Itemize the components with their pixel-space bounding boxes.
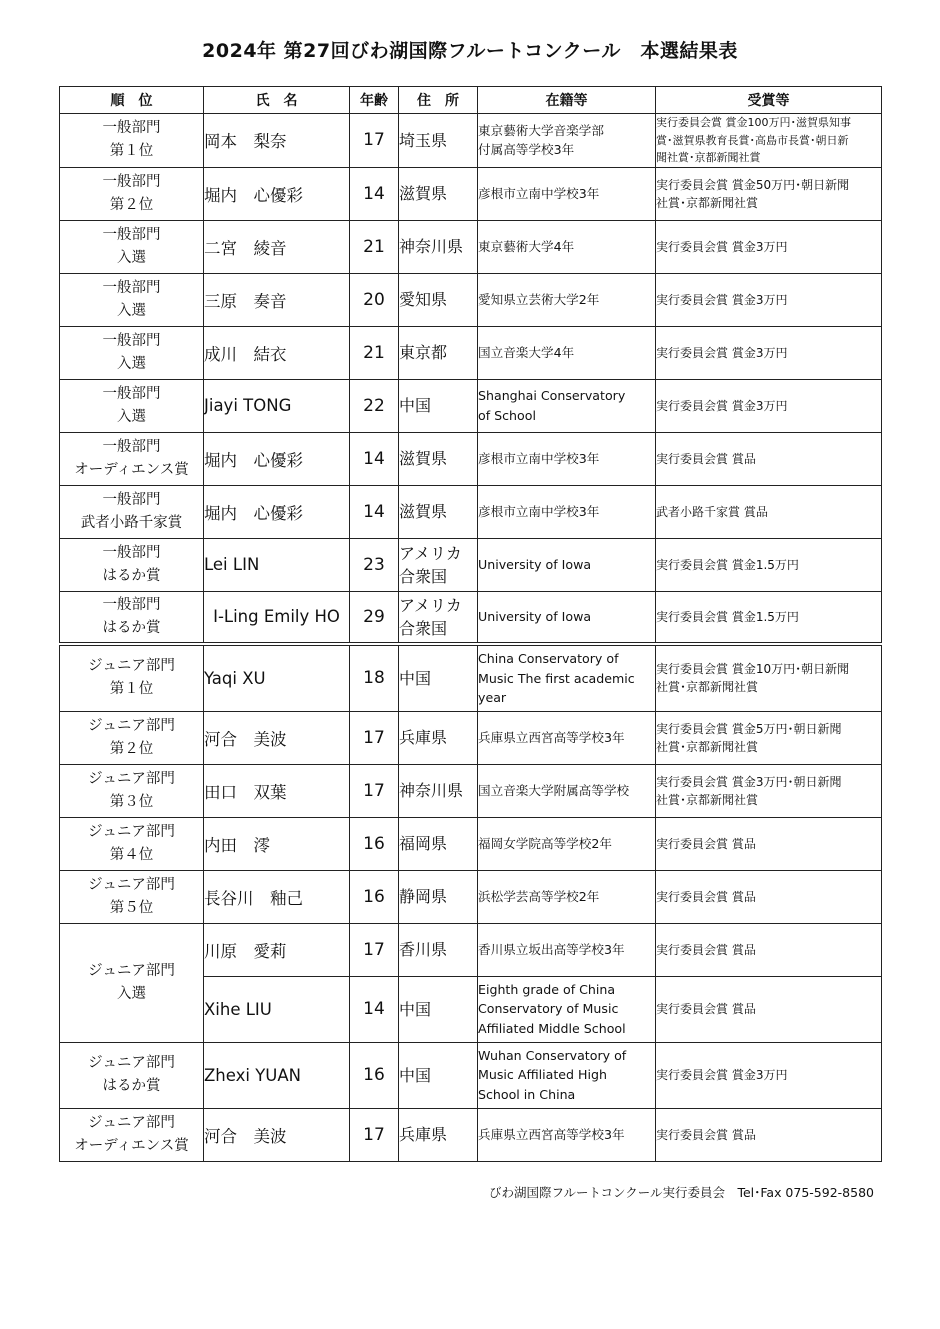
school-line: University of Iowa bbox=[478, 609, 592, 624]
pref-line: 神奈川県 bbox=[399, 237, 464, 256]
table-row bbox=[60, 485, 882, 538]
rank-place: 入選 bbox=[117, 302, 146, 319]
rank-cell bbox=[60, 432, 204, 485]
school-cell bbox=[478, 870, 656, 923]
pref-cell bbox=[399, 538, 478, 591]
award-cell bbox=[656, 220, 882, 273]
rank-cell bbox=[60, 485, 204, 538]
pref-cell bbox=[399, 326, 478, 379]
school-line: 国立音楽大学附属高等学校 bbox=[478, 782, 630, 798]
footer-contact: びわ湖国際フルートコンクール実行委員会 Tel･Fax 075-592-8580 bbox=[488, 1185, 874, 1200]
rank-cell bbox=[60, 538, 204, 591]
name-cell: Zhexi YUAN bbox=[204, 1042, 350, 1108]
award-cell bbox=[656, 273, 882, 326]
table-header-row bbox=[60, 87, 882, 114]
pref-line: 中国 bbox=[399, 999, 432, 1019]
rank-place: はるか賞 bbox=[102, 567, 161, 584]
rank-place: 第３位 bbox=[109, 793, 154, 810]
award-cell bbox=[656, 379, 882, 432]
pref-cell bbox=[399, 644, 478, 711]
age-cell: 17 bbox=[350, 923, 399, 976]
pref-line: アメリカ bbox=[399, 543, 462, 563]
name-cell: 河合 美波 bbox=[204, 1108, 350, 1161]
rank-place: 武者小路千家賞 bbox=[80, 514, 183, 531]
name-cell: 川原 愛莉 bbox=[204, 923, 350, 976]
rank-place: 第４位 bbox=[109, 846, 154, 863]
award-line: 実行委員会賞 賞金1.5万円 bbox=[656, 609, 799, 624]
rank-division: 一般部門 bbox=[102, 491, 161, 508]
rank-division: ジュニア部門 bbox=[88, 823, 175, 840]
school-cell bbox=[478, 379, 656, 432]
pref-line: 埼玉県 bbox=[399, 130, 448, 150]
award-line: 実行委員会賞 賞金3万円 bbox=[656, 345, 788, 360]
pref-cell bbox=[399, 976, 478, 1042]
name-cell: 堀内 心優彩 bbox=[204, 485, 350, 538]
age-cell: 16 bbox=[350, 817, 399, 870]
age-cell: 17 bbox=[350, 114, 399, 168]
award-cell bbox=[656, 485, 882, 538]
school-line: 愛知県立芸術大学2年 bbox=[478, 291, 600, 307]
rank-cell bbox=[60, 114, 204, 168]
award-cell bbox=[656, 1108, 882, 1161]
award-cell bbox=[656, 167, 882, 220]
header-school: 在籍等 bbox=[478, 87, 656, 114]
school-line: 香川県立坂出高等学校3年 bbox=[478, 941, 625, 957]
pref-line: 香川県 bbox=[399, 940, 448, 959]
pref-line: 愛知県 bbox=[399, 290, 448, 309]
award-line: 実行委員会賞 賞品 bbox=[656, 836, 756, 851]
school-line: 付属高等学校3年 bbox=[478, 142, 575, 158]
rank-division: 一般部門 bbox=[102, 438, 161, 455]
award-line: 実行委員会賞 賞品 bbox=[656, 1127, 756, 1142]
age-cell: 14 bbox=[350, 485, 399, 538]
award-cell bbox=[656, 644, 882, 711]
rank-division: 一般部門 bbox=[102, 120, 161, 137]
table-row bbox=[60, 923, 882, 976]
name-cell: 河合 美波 bbox=[204, 711, 350, 764]
rank-division: 一般部門 bbox=[102, 544, 161, 561]
school-line: China Conservatory of bbox=[478, 651, 619, 666]
results-table bbox=[59, 86, 882, 1162]
name-cell: I-Ling Emily HO bbox=[204, 591, 350, 644]
pref-line: 兵庫県 bbox=[399, 1125, 448, 1144]
award-cell bbox=[656, 764, 882, 817]
school-line: Shanghai Conservatory bbox=[478, 388, 626, 403]
pref-line: 合衆国 bbox=[399, 566, 448, 586]
award-line: 実行委員会賞 賞品 bbox=[656, 889, 756, 904]
school-cell bbox=[478, 114, 656, 168]
school-line: Wuhan Conservatory of bbox=[478, 1047, 627, 1063]
pref-cell bbox=[399, 711, 478, 764]
name-cell: Lei LIN bbox=[204, 538, 350, 591]
pref-line: 兵庫県 bbox=[399, 728, 448, 747]
school-cell bbox=[478, 976, 656, 1042]
pref-cell bbox=[399, 220, 478, 273]
rank-division: 一般部門 bbox=[102, 226, 161, 243]
award-line: 社賞･京都新聞社賞 bbox=[656, 195, 759, 210]
school-line: University of Iowa bbox=[478, 556, 592, 572]
school-line: 東京藝術大学音楽学部 bbox=[478, 122, 604, 138]
school-cell bbox=[478, 432, 656, 485]
rank-division: ジュニア部門 bbox=[88, 1114, 175, 1131]
school-cell bbox=[478, 273, 656, 326]
award-line: 賞･滋賀県教育長賞･高島市長賞･朝日新 bbox=[656, 133, 849, 147]
rank-cell bbox=[60, 273, 204, 326]
school-line: 東京藝術大学4年 bbox=[478, 238, 575, 254]
school-cell bbox=[478, 817, 656, 870]
age-cell: 20 bbox=[350, 273, 399, 326]
school-cell bbox=[478, 591, 656, 644]
rank-cell bbox=[60, 923, 204, 1042]
rank-cell bbox=[60, 326, 204, 379]
school-line: Affiliated Middle School bbox=[478, 1020, 626, 1036]
pref-line: 滋賀県 bbox=[399, 449, 448, 468]
award-line: 武者小路千家賞 賞品 bbox=[656, 504, 768, 519]
rank-place: 入選 bbox=[117, 249, 146, 266]
award-line: 実行委員会賞 賞金1.5万円 bbox=[656, 557, 799, 572]
table-row bbox=[60, 711, 882, 764]
award-cell bbox=[656, 538, 882, 591]
rank-division: 一般部門 bbox=[102, 385, 161, 402]
award-line: 実行委員会賞 賞金5万円･朝日新聞 bbox=[656, 721, 842, 736]
school-line: School in China bbox=[478, 1086, 576, 1102]
school-line: 国立音楽大学4年 bbox=[478, 344, 575, 360]
rank-division: ジュニア部門 bbox=[88, 658, 175, 675]
table-row bbox=[60, 432, 882, 485]
age-cell: 17 bbox=[350, 711, 399, 764]
pref-cell bbox=[399, 167, 478, 220]
award-line: 実行委員会賞 賞金10万円･朝日新聞 bbox=[656, 662, 850, 677]
award-line: 社賞･京都新聞社賞 bbox=[656, 680, 759, 695]
pref-line: 福岡県 bbox=[399, 834, 448, 853]
pref-cell bbox=[399, 923, 478, 976]
school-line: 浜松学芸高等学校2年 bbox=[478, 888, 600, 904]
pref-cell bbox=[399, 485, 478, 538]
pref-cell bbox=[399, 591, 478, 644]
rank-place: 第１位 bbox=[109, 681, 154, 698]
age-cell: 16 bbox=[350, 870, 399, 923]
school-line: of School bbox=[478, 407, 536, 423]
age-cell: 23 bbox=[350, 538, 399, 591]
award-line: 実行委員会賞 賞金3万円 bbox=[656, 239, 788, 254]
name-cell: Yaqi XU bbox=[204, 644, 350, 711]
pref-cell bbox=[399, 273, 478, 326]
rank-cell bbox=[60, 764, 204, 817]
table-row bbox=[60, 591, 882, 644]
table-row bbox=[60, 764, 882, 817]
rank-place: 第２位 bbox=[109, 196, 154, 213]
rank-place: オーディエンス賞 bbox=[74, 461, 189, 478]
award-cell bbox=[656, 711, 882, 764]
pref-cell bbox=[399, 870, 478, 923]
award-line: 実行委員会賞 賞金3万円 bbox=[656, 292, 788, 307]
name-cell: 長谷川 釉己 bbox=[204, 870, 350, 923]
pref-line: 中国 bbox=[399, 668, 432, 688]
award-line: 実行委員会賞 賞金100万円･滋賀県知事 bbox=[656, 116, 851, 129]
pref-line: 滋賀県 bbox=[399, 502, 448, 521]
pref-cell bbox=[399, 379, 478, 432]
school-line: 彦根市立南中学校3年 bbox=[478, 503, 600, 519]
rank-cell bbox=[60, 1108, 204, 1161]
school-line: Music The first academic bbox=[478, 670, 635, 686]
rank-place: 第２位 bbox=[109, 740, 154, 757]
header-age: 年齢 bbox=[350, 87, 399, 114]
rank-place: 入選 bbox=[117, 408, 146, 425]
table-row bbox=[60, 538, 882, 591]
rank-place: 第５位 bbox=[109, 899, 154, 916]
rank-cell bbox=[60, 1042, 204, 1108]
age-cell: 21 bbox=[350, 326, 399, 379]
school-line: 兵庫県立西宮高等学校3年 bbox=[478, 1126, 625, 1142]
name-cell: 三原 奏音 bbox=[204, 273, 350, 326]
school-cell bbox=[478, 326, 656, 379]
table-row bbox=[60, 644, 882, 711]
school-line: Conservatory of Music bbox=[478, 1001, 619, 1017]
rank-cell bbox=[60, 870, 204, 923]
age-cell: 21 bbox=[350, 220, 399, 273]
pref-cell bbox=[399, 1108, 478, 1161]
age-cell: 14 bbox=[350, 976, 399, 1042]
award-cell bbox=[656, 870, 882, 923]
table-row bbox=[60, 870, 882, 923]
rank-cell bbox=[60, 379, 204, 432]
award-cell bbox=[656, 591, 882, 644]
award-line: 実行委員会賞 賞金3万円･朝日新聞 bbox=[656, 774, 842, 789]
pref-line: アメリカ bbox=[399, 595, 462, 615]
name-cell: Jiayi TONG bbox=[204, 379, 350, 432]
rank-place: 第１位 bbox=[109, 143, 154, 160]
award-cell bbox=[656, 923, 882, 976]
school-cell bbox=[478, 1042, 656, 1108]
award-line: 実行委員会賞 賞品 bbox=[656, 1002, 756, 1016]
school-cell bbox=[478, 167, 656, 220]
rank-place: オーディエンス賞 bbox=[74, 1137, 189, 1154]
school-line: 兵庫県立西宮高等学校3年 bbox=[478, 729, 625, 745]
rank-division: 一般部門 bbox=[102, 279, 161, 296]
rank-place: 入選 bbox=[117, 985, 146, 1002]
award-line: 実行委員会賞 賞品 bbox=[656, 942, 756, 957]
award-line: 聞社賞･京都新聞社賞 bbox=[656, 151, 761, 164]
rank-place: 入選 bbox=[117, 355, 146, 372]
school-cell bbox=[478, 485, 656, 538]
school-cell bbox=[478, 220, 656, 273]
name-cell: Xihe LIU bbox=[204, 976, 350, 1042]
name-cell: 内田 澪 bbox=[204, 817, 350, 870]
table-row bbox=[60, 817, 882, 870]
school-line: Eighth grade of China bbox=[478, 981, 616, 997]
rank-cell bbox=[60, 644, 204, 711]
rank-division: ジュニア部門 bbox=[88, 962, 175, 979]
header-name: 氏 名 bbox=[204, 87, 350, 114]
school-line: 福岡女学院高等学校2年 bbox=[478, 835, 612, 851]
school-cell bbox=[478, 711, 656, 764]
age-cell: 16 bbox=[350, 1042, 399, 1108]
award-cell bbox=[656, 114, 882, 168]
school-line: 彦根市立南中学校3年 bbox=[478, 185, 600, 201]
pref-cell bbox=[399, 432, 478, 485]
pref-line: 合衆国 bbox=[399, 618, 448, 638]
rank-cell bbox=[60, 220, 204, 273]
school-cell bbox=[478, 764, 656, 817]
school-cell bbox=[478, 1108, 656, 1161]
name-cell: 堀内 心優彩 bbox=[204, 432, 350, 485]
rank-division: ジュニア部門 bbox=[88, 717, 175, 734]
pref-cell bbox=[399, 114, 478, 168]
pref-cell bbox=[399, 764, 478, 817]
age-cell: 18 bbox=[350, 644, 399, 711]
pref-line: 中国 bbox=[399, 396, 432, 415]
pref-line: 神奈川県 bbox=[399, 781, 464, 800]
pref-line: 東京都 bbox=[399, 343, 448, 362]
award-cell bbox=[656, 1042, 882, 1108]
table-row bbox=[60, 379, 882, 432]
pref-cell bbox=[399, 817, 478, 870]
award-line: 実行委員会賞 賞金50万円･朝日新聞 bbox=[656, 177, 850, 192]
age-cell: 14 bbox=[350, 432, 399, 485]
school-cell bbox=[478, 538, 656, 591]
age-cell: 22 bbox=[350, 379, 399, 432]
school-line: Music Affiliated High bbox=[478, 1067, 607, 1083]
rank-division: 一般部門 bbox=[102, 173, 161, 190]
award-line: 社賞･京都新聞社賞 bbox=[656, 792, 759, 807]
name-cell: 成川 結衣 bbox=[204, 326, 350, 379]
award-line: 社賞･京都新聞社賞 bbox=[656, 739, 759, 754]
table-row bbox=[60, 326, 882, 379]
pref-line: 中国 bbox=[399, 1065, 432, 1085]
award-line: 実行委員会賞 賞金3万円 bbox=[656, 398, 788, 413]
award-cell bbox=[656, 432, 882, 485]
rank-cell bbox=[60, 167, 204, 220]
rank-division: ジュニア部門 bbox=[88, 876, 175, 893]
age-cell: 17 bbox=[350, 764, 399, 817]
rank-cell bbox=[60, 711, 204, 764]
award-cell bbox=[656, 326, 882, 379]
school-line: year bbox=[478, 690, 507, 705]
rank-division: 一般部門 bbox=[102, 596, 161, 613]
award-cell bbox=[656, 976, 882, 1042]
name-cell: 田口 双葉 bbox=[204, 764, 350, 817]
rank-division: ジュニア部門 bbox=[88, 770, 175, 787]
pref-line: 静岡県 bbox=[399, 887, 448, 906]
award-line: 実行委員会賞 賞品 bbox=[656, 451, 756, 466]
table-row bbox=[60, 220, 882, 273]
school-line: 彦根市立南中学校3年 bbox=[478, 450, 600, 466]
name-cell: 岡本 梨奈 bbox=[204, 114, 350, 168]
school-cell bbox=[478, 644, 656, 711]
age-cell: 14 bbox=[350, 167, 399, 220]
header-award: 受賞等 bbox=[656, 87, 882, 114]
rank-place: はるか賞 bbox=[102, 619, 161, 636]
pref-cell bbox=[399, 1042, 478, 1108]
age-cell: 29 bbox=[350, 591, 399, 644]
page-title: 2024年 第27回びわ湖国際フルートコンクール 本選結果表 bbox=[202, 40, 738, 62]
header-pref: 住 所 bbox=[399, 87, 478, 114]
award-cell bbox=[656, 817, 882, 870]
age-cell: 17 bbox=[350, 1108, 399, 1161]
name-cell: 堀内 心優彩 bbox=[204, 167, 350, 220]
rank-place: はるか賞 bbox=[102, 1078, 161, 1094]
table-row bbox=[60, 1042, 882, 1108]
school-cell bbox=[478, 923, 656, 976]
award-line: 実行委員会賞 賞金3万円 bbox=[656, 1068, 788, 1082]
pref-line: 滋賀県 bbox=[399, 184, 448, 203]
rank-cell bbox=[60, 817, 204, 870]
rank-division: ジュニア部門 bbox=[88, 1055, 175, 1071]
name-cell: 二宮 綾音 bbox=[204, 220, 350, 273]
table-row bbox=[60, 273, 882, 326]
rank-division: 一般部門 bbox=[102, 332, 161, 349]
table-row bbox=[60, 114, 882, 168]
rank-cell bbox=[60, 591, 204, 644]
header-rank: 順 位 bbox=[60, 87, 204, 114]
table-row bbox=[60, 1108, 882, 1161]
table-row bbox=[60, 167, 882, 220]
